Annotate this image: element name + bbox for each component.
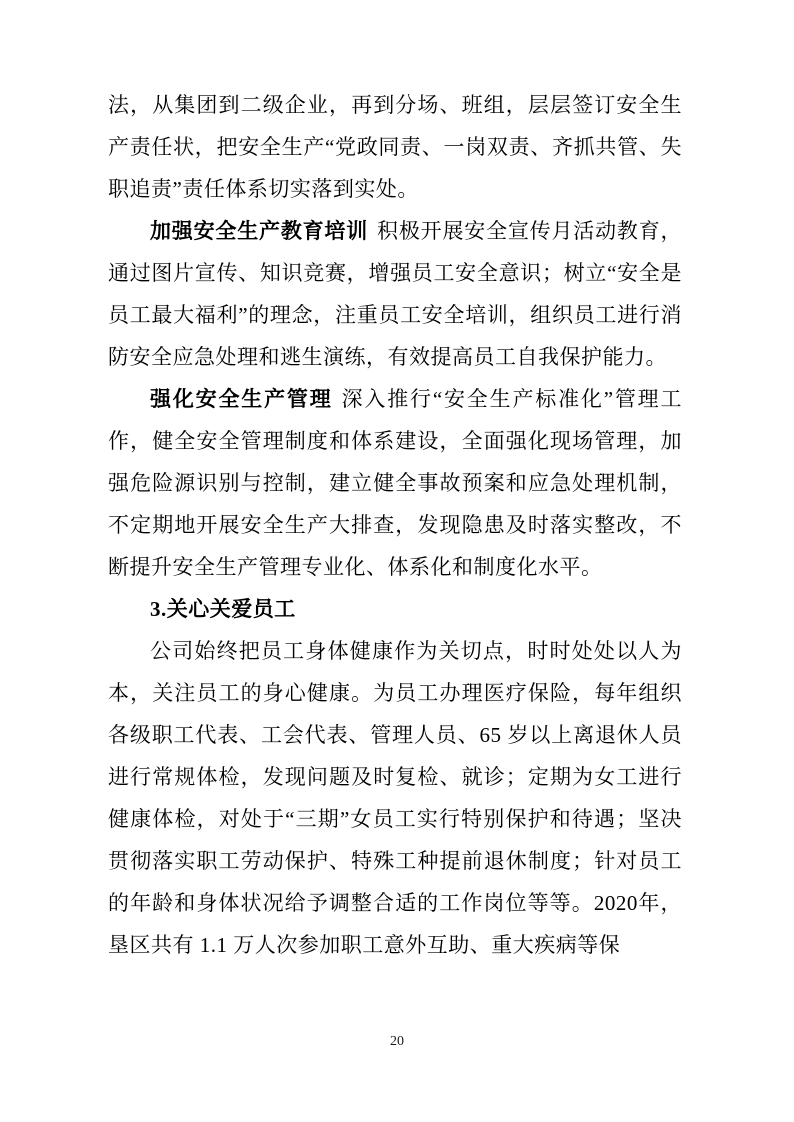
section-heading-employee-care: 3.关心关爱员工 (150, 597, 296, 621)
paragraph-safety-education-training (108, 210, 682, 378)
page-body-text (108, 84, 682, 966)
paragraph-employee-care: 公司始终把员工身体健康作为关切点，时时处处以人为本，关注员工的身心健康。为员工办理医疗保险，每年组织各级职工代表、工会代表、管理人员、65 岁以上离退休人员进行常规体检，发现问题及时复检、就诊；定期为女工进行健康体检，对处于“三期”女员工实行特别保护和待遇；坚决贯彻落实职工劳动保护、特殊工种提前退休制度；针对员工的年龄和身体状况给予调整合适的工作岗位等等。2020年，垦区共有 1.1 万人次参加职工意外互助、重大疾病等保 (108, 639, 682, 957)
page-number: 20 (390, 1034, 404, 1049)
paragraph-lead-safety-education: 加强安全生产教育培训 (150, 219, 369, 243)
paragraph-text-safety-management: 深入推行“安全生产标准化”管理工作，健全安全管理制度和体系建设，全面强化现场管理，加强危险源识别与控制，建立健全事故预案和应急处理机制，不定期地开展安全生产大排查，发现隐患及时落实整改，不断提升安全生产管理专业化、体系化和制度化水平。 (108, 387, 683, 579)
paragraph-text-safety-education: 积极开展安全宣传月活动教育，通过图片宣传、知识竞赛，增强员工安全意识；树立“安全是员工最大福利”的理念，注重员工安全培训，组织员工进行消防安全应急处理和逃生演练，有效提高员工自我保护能力。 (108, 219, 683, 369)
paragraph-lead-safety-management: 强化安全生产管理 (150, 387, 333, 411)
paragraph-safety-management (108, 378, 682, 588)
paragraph-continuation: 法，从集团到二级企业，再到分场、班组，层层签订安全生产责任状，把安全生产“党政同责、一岗双责、齐抓共管、失职追责”责任体系切实落到实处。 (108, 93, 682, 201)
